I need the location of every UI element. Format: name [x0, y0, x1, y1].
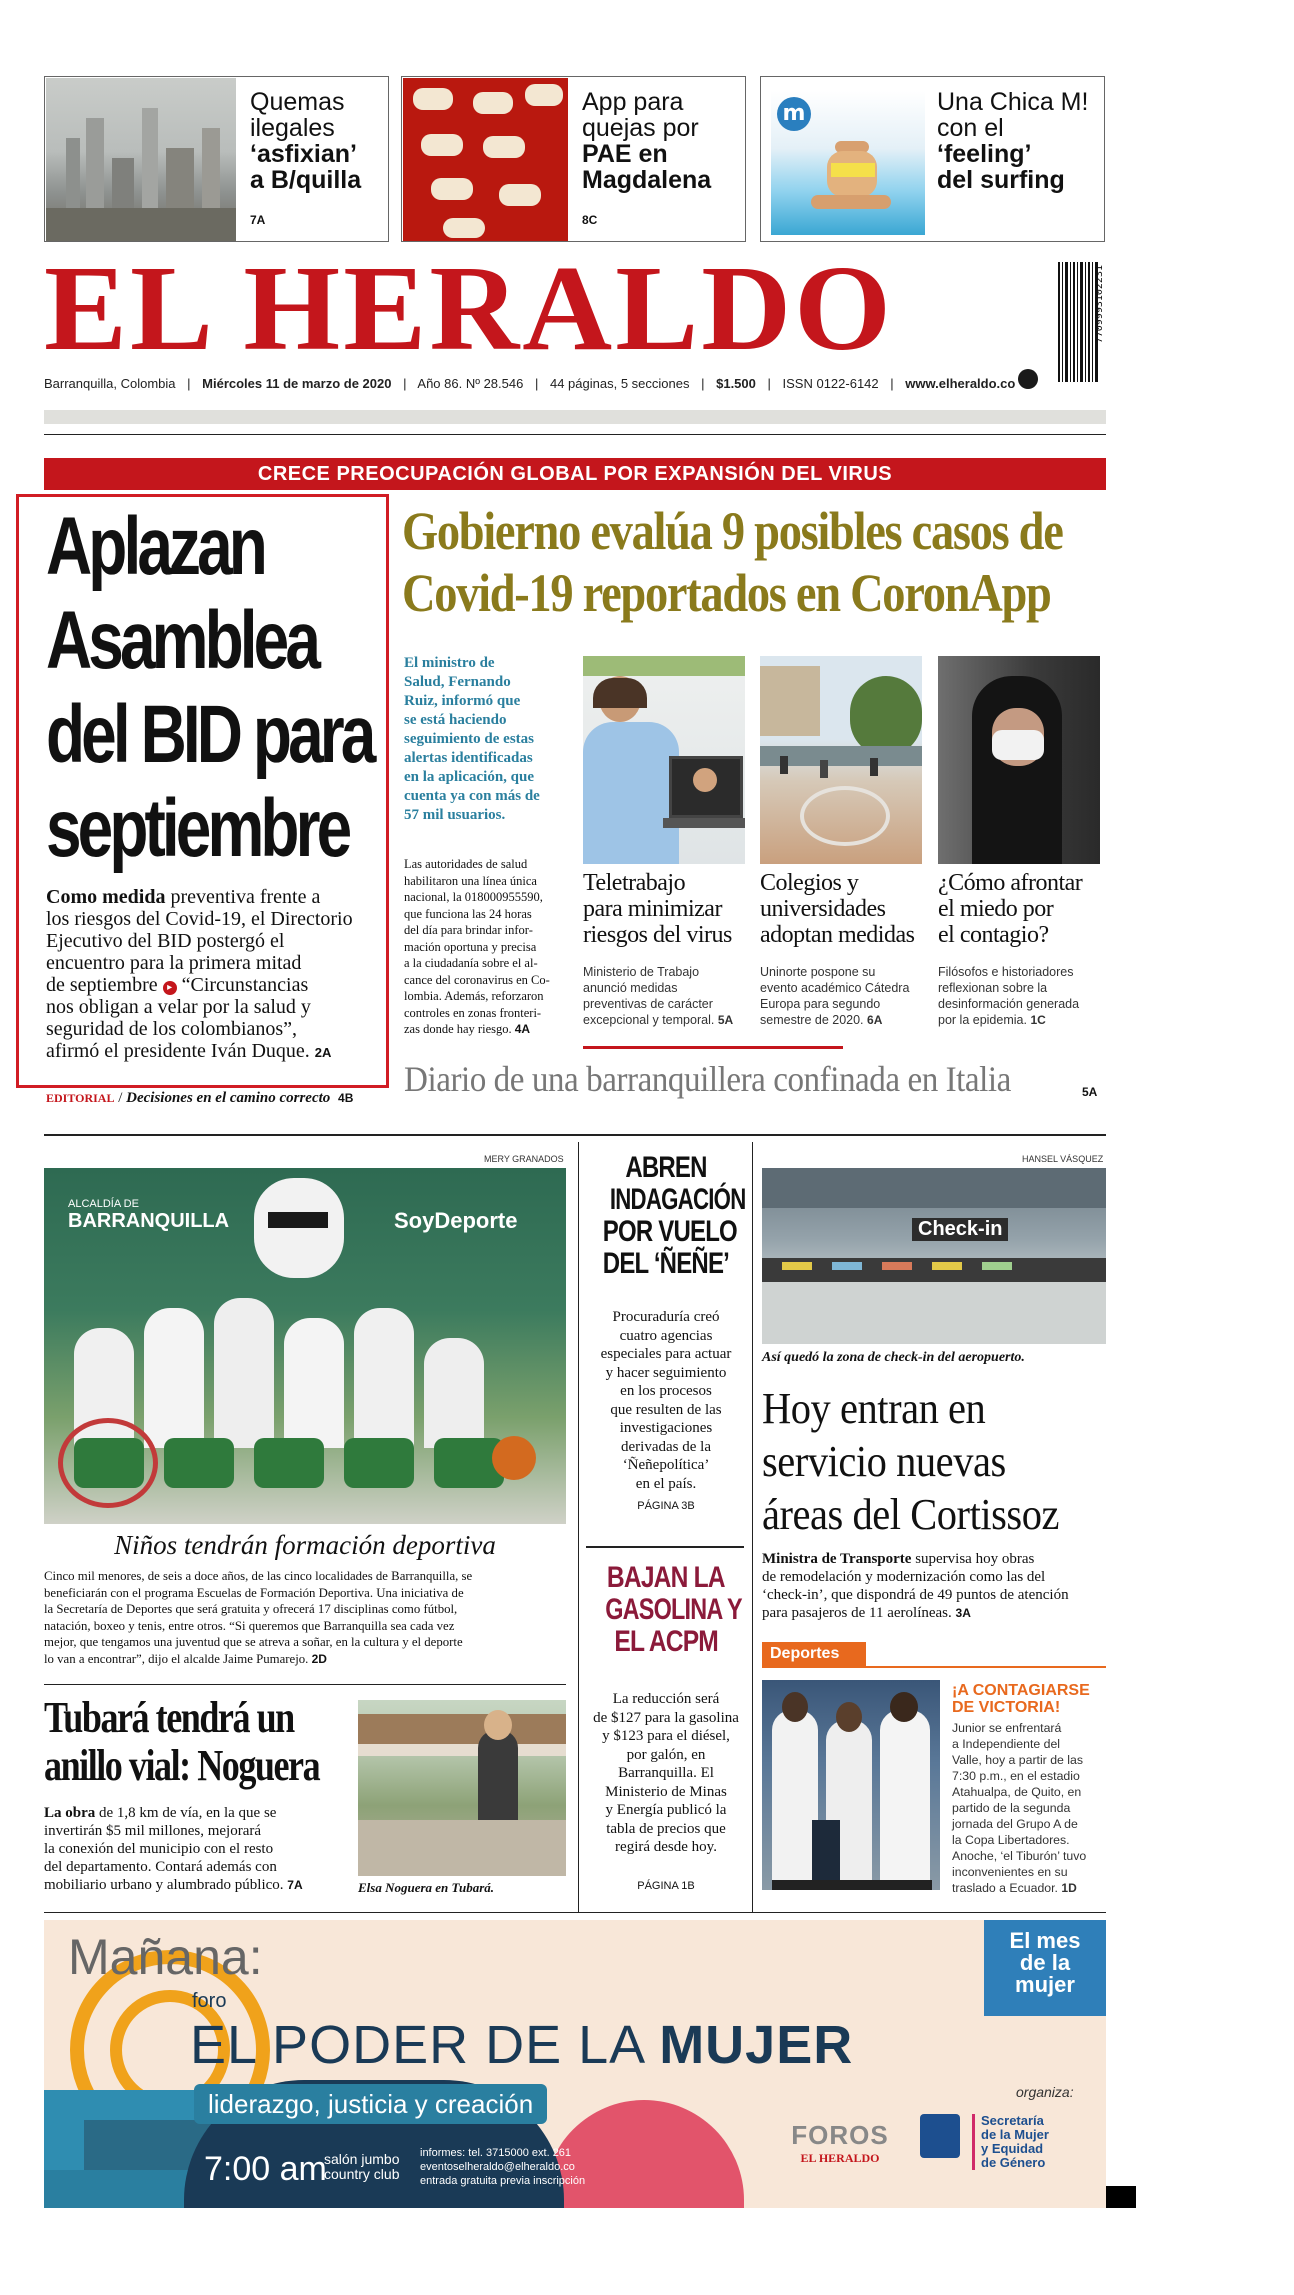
cortissoz-headline[interactable]: Hoy entran en servicio nuevas áreas del Cortissoz — [762, 1384, 1060, 1539]
lead-body: Como medida preventiva frente a los riesgos del Covid-19, el Directorio Ejecutivo del BID postergó el encuentro para la primera mitad de septiembre ▸ “Circunstancias nos obligan a velar por la salud y seguridad de los colombianos”, afirmó el presidente Iván Duque. 2A — [46, 886, 353, 1062]
italia-link[interactable]: Diario de una barranquillera confinada en Italia — [404, 1059, 1011, 1099]
date: Miércoles 11 de marzo de 2020 — [202, 376, 392, 391]
secretaria-logo: Secretaría de la Mujer y Equidad de Género — [972, 2114, 1049, 2170]
ad-foro: foro — [192, 1990, 227, 2012]
gobernacion-shield-icon — [920, 2114, 960, 2158]
teaser-quemas-photo — [46, 78, 236, 241]
arrow-icon: ▸ — [163, 981, 177, 995]
soy-deporte-sign: SoyDeporte — [394, 1208, 518, 1233]
ad-venue: salón jumbo country club — [324, 2151, 400, 2182]
teaser-app-photo — [403, 78, 568, 241]
basketball — [492, 1436, 536, 1480]
side-item-teletrabajo[interactable] — [583, 870, 753, 1028]
italia-page: 5A — [1082, 1085, 1098, 1099]
divider — [44, 1684, 566, 1685]
teaser-quemas-page: 7A — [250, 213, 266, 227]
ninos-photo — [44, 1168, 566, 1524]
side-item-title: Colegios y universidades adoptan medidas — [760, 870, 915, 948]
website-link[interactable]: www.elheraldo.co — [905, 376, 1016, 391]
ninos-body: Cinco mil menores, de seis a doce años, de las cinco localidades de Barranquilla, se beneficiarán con el programa Escuelas de Formación Deportiva. Una iniciativa de la Secretaría de Deportes que será gratuita y ofrecerá 17 disciplinas como fútbol, natación, boxeo y tenis, entre otros. “Si queremos que Barranquilla sea cada vez mejor, que tengamos una juventud que se atreva a soñar, en la cultura y el deporte lo van a encontrar”, dijo el alcalde Jaime Pumarejo. 2D — [44, 1569, 473, 1666]
masthead-logo[interactable]: EL HERALDO — [44, 241, 895, 376]
editorial-link[interactable]: EDITORIAL / Decisiones en el camino correcto 4B — [46, 1090, 354, 1106]
mujer-ad[interactable] — [44, 1920, 1106, 2208]
gasolina-body: La reducción será de $127 para la gasolina y $123 para el diésel, por galón, en Barranquilla. El Ministerio de Minas y Energía publicó la tabla de precios que regirá desde hoy. — [593, 1691, 739, 1855]
barcode — [1058, 262, 1098, 382]
covid-deck: El ministro de Salud, Fernando Ruiz, informó que se está haciendo seguimiento de estas alertas identificadas en la aplicación, que cuenta ya con más de 57 mil usuarios. — [404, 655, 540, 823]
column-rule — [578, 1142, 579, 1912]
covid-headline[interactable]: Gobierno evalúa 9 posibles casos de Covid-19 reportados en CoronApp — [402, 501, 1063, 623]
divider — [44, 1912, 1106, 1913]
masthead-info-bar: Barranquilla, Colombia | Miércoles 11 de marzo de 2020 | Año 86. Nº 28.546 | 44 páginas, 5 secciones | $1.500 | ISSN 0122-6142 | www.elheraldo.co — [44, 376, 1016, 391]
barcode-number: 7709993102231 — [1094, 265, 1105, 344]
section-rule — [44, 1134, 1106, 1136]
foros-logo: FOROS EL HERALDO — [791, 2120, 889, 2165]
ad-info: informes: tel. 3715000 ext. 261 eventoselheraldo@elheraldo.co entrada gratuita previa inscripción — [420, 2147, 586, 2187]
teaser-app-title: App para quejas por PAE en Magdalena — [582, 88, 712, 194]
tubara-headline[interactable]: Tubará tendrá un anillo vial: Noguera — [44, 1693, 320, 1790]
teaser-app-pae[interactable] — [401, 76, 746, 242]
noguera-caption: Elsa Noguera en Tubará. — [358, 1880, 495, 1895]
side-item-title: Teletrabajo para minimizar riesgos del virus — [583, 870, 732, 948]
alcaldia-sign: ALCALDÍA DE BARRANQUILLA — [68, 1198, 230, 1232]
junior-photo — [762, 1680, 940, 1890]
price: $1.500 — [716, 376, 756, 391]
covid-red-underline — [583, 1046, 843, 1049]
ninos-caption[interactable]: Niños tendrán formación deportiva — [114, 1530, 496, 1560]
junior-headline[interactable]: ¡A CONTAGIARSE DE VICTORIA! — [952, 1682, 1090, 1716]
bicycle — [58, 1418, 158, 1508]
checkin-sign: Check-in — [912, 1218, 1008, 1241]
ad-manana: Mañana: — [68, 1929, 263, 1985]
side-item-colegios[interactable] — [760, 870, 930, 1028]
cortissoz-body: Ministra de Transporte supervisa hoy obras de remodelación y modernización como las del ‘check-in’, que dispondrá de 49 puntos de atención para pasajeros de 11 aerolíneas. 3A — [762, 1551, 1069, 1621]
divider — [44, 434, 1106, 435]
mascot — [254, 1178, 344, 1278]
teaser-chica-m-cover — [771, 91, 925, 235]
colegios-photo — [760, 656, 922, 864]
nene-body: Procuraduría creó cuatro agencias especiales para actuar y hacer seguimiento en los procesos que resulten de las investigaciones derivadas de la ‘Ñeñepolítica’ en el país. — [600, 1309, 732, 1492]
airport-photo — [762, 1168, 1106, 1344]
side-item-contagio[interactable] — [938, 870, 1108, 1028]
ad-mes-mujer: El mes de la mujer — [984, 1920, 1106, 2016]
print-marker — [1106, 2186, 1136, 2208]
column-rule — [752, 1142, 753, 1912]
deportes-rule — [762, 1666, 1106, 1668]
deportes-tab[interactable]: Deportes — [762, 1642, 866, 1666]
nene-page: PÁGINA 3B — [637, 1500, 695, 1512]
photo-credit: HANSEL VÁSQUEZ — [1022, 1154, 1104, 1164]
teaser-quemas[interactable] — [44, 76, 389, 242]
teaser-chica-m[interactable] — [760, 76, 1105, 242]
grey-strip — [44, 410, 1106, 424]
side-item-summary: Uninorte pospone su evento académico Cátedra Europa para segundo semestre de 2020. 6A — [760, 965, 910, 1027]
side-item-summary: Ministerio de Trabajo anunció medidas preventivas de carácter excepcional y temporal. 5A — [583, 965, 734, 1027]
gasolina-headline[interactable]: BAJAN LA GASOLINA Y EL ACPM — [605, 1561, 742, 1658]
contagio-photo — [938, 656, 1100, 864]
city: Barranquilla, Colombia — [44, 376, 176, 391]
covid-body: Las autoridades de salud habilitaron una línea única nacional, la 018000955590, que funciona las 24 horas del día para brindar infor- mación oportuna y precisa a la ciudadanía sobre el al- cance del coronavirus en Co- lombia. Además, reforzaron controles en zonas fronteri- zas donde hay riesgo. 4A — [404, 857, 550, 1036]
ad-time: 7:00 am — [204, 2150, 327, 2188]
side-item-title: ¿Cómo afrontar el miedo por el contagio? — [938, 870, 1083, 948]
tubara-body: La obra de 1,8 km de vía, en la que se invertirán $5 mil millones, mejorará la conexión del municipio con el resto del departamento. Contará además con mobiliario urbano y alumbrado público. 7A — [44, 1805, 303, 1893]
teaser-chica-m-title: Una Chica M! con el ‘feeling’ del surfing — [937, 88, 1089, 194]
teaser-app-page: 8C — [582, 213, 598, 227]
ad-title: EL PODER DE LA MUJER — [190, 2015, 854, 2075]
issn: ISSN 0122-6142 — [782, 376, 879, 391]
teaser-quemas-title: Quemas ilegales ‘asfixian’ a B/quilla — [250, 88, 362, 194]
nene-headline[interactable]: ABREN INDAGACIÓN POR VUELO DEL ‘ÑEÑE’ — [602, 1151, 746, 1280]
teletrabajo-photo — [583, 656, 745, 864]
issue: Año 86. Nº 28.546 — [417, 376, 524, 391]
noguera-photo — [358, 1700, 566, 1876]
magazine-logo: m — [777, 97, 811, 131]
junior-body: Junior se enfrentará a Independiente del Valle, hoy a partir de las 7:30 p.m., en el estadio Atahualpa, de Quito, en partido de la segunda jornada del Grupo A de la Copa Libertadores. Anoche, ‘el Tiburón’ tuvo inconvenientes en su traslado a Ecuador. 1D — [952, 1721, 1087, 1895]
gasolina-page: PÁGINA 1B — [637, 1880, 695, 1892]
ad-subtitle: liderazgo, justicia y creación — [194, 2084, 547, 2124]
globe-icon — [1018, 369, 1038, 389]
side-item-summary: Filósofos e historiadores reflexionan sobre la desinformación generada por la epidemia. 1C — [938, 965, 1080, 1027]
photo-credit: MERY GRANADOS — [484, 1154, 564, 1164]
ad-organiza: organiza: — [1016, 2084, 1074, 2100]
airport-caption: Así quedó la zona de check-in del aeropuerto. — [762, 1350, 1025, 1365]
divider — [586, 1546, 744, 1548]
lead-headline: Aplazan Asamblea del BID para septiembre — [46, 501, 373, 874]
top-banner: CRECE PREOCUPACIÓN GLOBAL POR EXPANSIÓN DEL VIRUS — [44, 458, 1106, 490]
pages: 44 páginas, 5 secciones — [549, 376, 690, 391]
